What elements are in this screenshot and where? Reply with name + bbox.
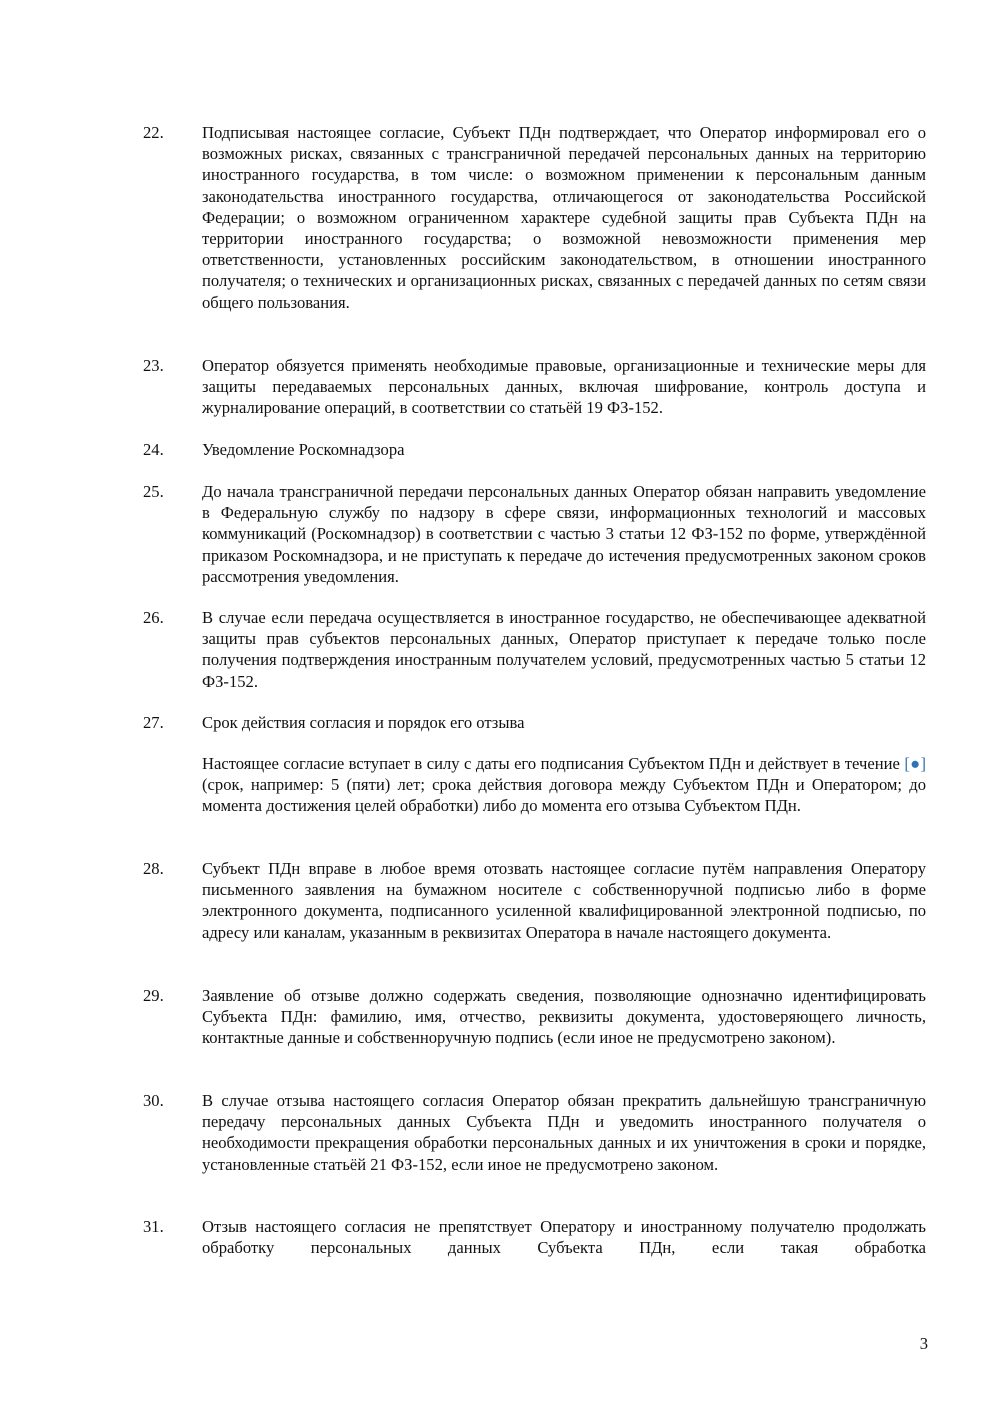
clause-number: 23. — [143, 356, 164, 375]
clause-24 — [140, 439, 928, 461]
clause-text: Оператор обязуется применять необходимые правовые, организационные и технические меры для защиты передаваемых персональных данных, включая шифрование, контроль доступа и журналирование операций, в соответствии со статьёй 19 ФЗ-152. — [202, 356, 926, 418]
clause-25 — [140, 481, 928, 587]
clause-text: Заявление об отзыве должно содержать сведения, позволяющие однозначно идентифицировать Субъекта ПДн: фамилию, имя, отчество, реквизиты документа, удостоверяющего личность, контактные данные и собственноручную подпись (если иное не предусмотрено законом). — [202, 986, 926, 1048]
clause-number: 28. — [143, 859, 164, 878]
term-paragraph — [202, 753, 926, 817]
clause-27 — [140, 712, 928, 734]
clause-text: Отзыв настоящего согласия не препятствует Оператору и иностранному получателю продолжать обработку персональных данных Субъекта ПДн, если такая обработка — [202, 1217, 926, 1258]
clause-29 — [140, 985, 928, 1070]
clause-number: 31. — [143, 1217, 164, 1236]
section-heading: Уведомление Роскомнадзора — [202, 440, 405, 459]
term-placeholder: [●] — [904, 754, 927, 773]
clause-number: 27. — [143, 713, 164, 732]
clause-28 — [140, 858, 928, 964]
clause-number: 25. — [143, 482, 164, 501]
clause-26 — [140, 607, 928, 692]
clause-number: 30. — [143, 1091, 164, 1110]
clause-23 — [140, 355, 928, 419]
clause-30 — [140, 1090, 928, 1196]
clause-22 — [140, 122, 928, 334]
term-text-before: Настоящее согласие вступает в силу с даты его подписания Субъектом ПДн и действует в течение — [202, 754, 905, 773]
clause-text: В случае если передача осуществляется в иностранное государство, не обеспечивающее адекватной защиты прав субъектов персональных данных, Оператор приступает к передаче только после получения подтверждения иностранным получателем условий, предусмотренных частью 5 статьи 12 ФЗ-152. — [202, 608, 926, 691]
clause-text: Субъект ПДн вправе в любое время отозвать настоящее согласие путём направления Оператору письменного заявления на бумажном носителе с собственноручной подписью либо в форме электронного документа, подписанного усиленной квалифицированной электронной подписью, по адресу или каналам, указанным в реквизитах Оператора в начале настоящего документа. — [202, 859, 926, 942]
clause-number: 29. — [143, 986, 164, 1005]
section-heading: Срок действия согласия и порядок его отзыва — [202, 713, 525, 732]
clause-31 — [140, 1216, 928, 1260]
clause-number: 26. — [143, 608, 164, 627]
clause-number: 24. — [143, 440, 164, 459]
page-number: 3 — [919, 1334, 928, 1353]
term-text-after: (срок, например: 5 (пяти) лет; срока действия договора между Субъектом ПДн и Оператором; до момента достижения целей обработки) либо до момента его отзыва Субъектом ПДн. — [202, 775, 926, 816]
clause-text: До начала трансграничной передачи персональных данных Оператор обязан направить уведомление в Федеральную службу по надзору в сфере связи, информационных технологий и массовых коммуникаций (Роскомнадзор) в соответствии с частью 3 статьи 12 ФЗ-152 по форме, утверждённой приказом Роскомнадзора, и не приступать к передаче до истечения предусмотренных законом сроков рассмотрения уведомления. — [202, 482, 926, 586]
clause-text: Подписывая настоящее согласие, Субъект ПДн подтверждает, что Оператор информировал его о возможных рисках, связанных с трансграничной передачей персональных данных на территорию иностранного государства, в том числе: о возможном применении к персональным данным законодательства иностранного государства, отличающегося от законодательства Российской Федерации; о возможном ограниченном характере судебной защиты прав Субъекта ПДн на территории иностранного государства; о возможной невозможности применения мер ответственности, установленных российским законодательством, в отношении иностранного получателя; о технических и организационных рисках, связанных с передачей данных по сетям связи общего пользования. — [202, 123, 926, 312]
clause-text: В случае отзыва настоящего согласия Оператор обязан прекратить дальнейшую трансграничную передачу персональных данных Субъекта ПДн и уведомить иностранного получателя о необходимости прекращения обработки персональных данных и их уничтожения в сроки и порядке, установленные статьёй 21 ФЗ-152, если иное не предусмотрено законом. — [202, 1091, 926, 1174]
clause-number: 22. — [143, 123, 164, 142]
